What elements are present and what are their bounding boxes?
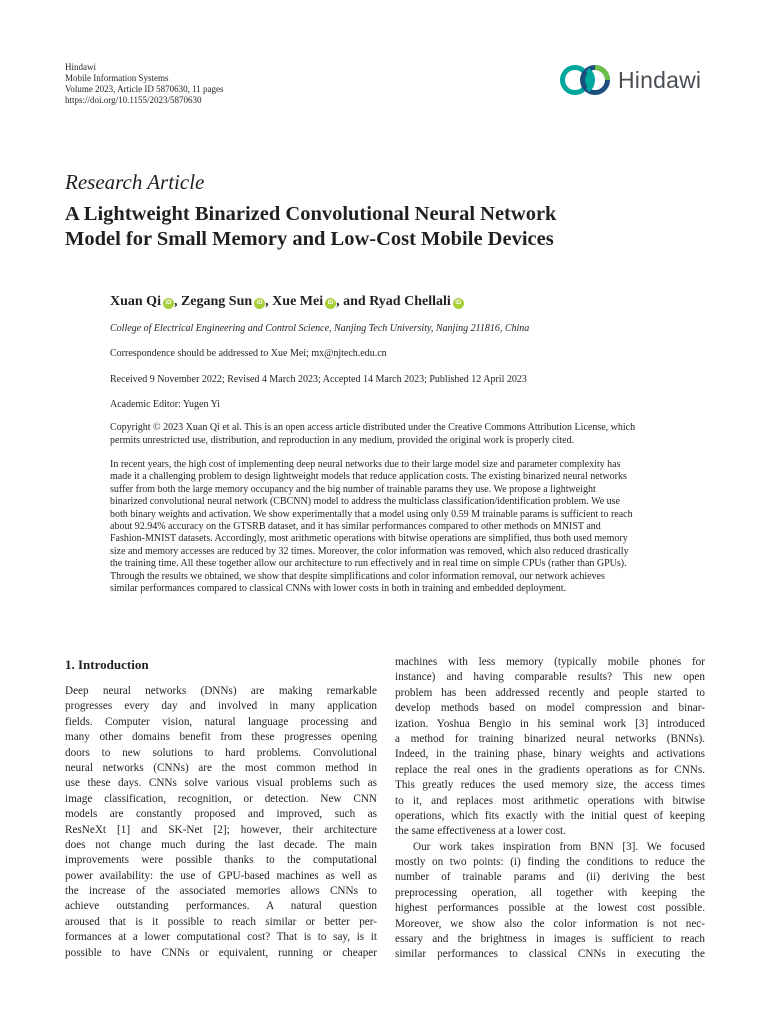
body-line: doors to new solutions to hard problems. Convolutional — [65, 746, 377, 759]
body-line: machines with less memory (typically mobile phones for — [395, 656, 705, 668]
body-line: improvements were possible thanks to the computational — [65, 854, 377, 867]
body-line: aroused that is it possible to reach similar or better per- — [65, 915, 377, 928]
body-line: the same effectiveness at a lower cost. — [395, 825, 566, 838]
abstract-line: In recent years, the high cost of implementing deep neural networks due to their large model size and parameter complexity has — [110, 459, 621, 470]
body-line: progresses every day and involved in many application — [65, 700, 377, 713]
copyright-line: Copyright © 2023 Xuan Qi et al. This is an open access article distributed under the Creative Commons Attribution License, which — [110, 422, 636, 433]
abstract-line: similar performances compared to classical CNNs with lower costs in both in training and embedded deployment. — [110, 583, 566, 595]
orcid-icon[interactable]: iD — [163, 298, 174, 309]
body-line: models are constantly proposed and improved, such as — [65, 808, 377, 821]
body-line: Our work takes inspiration from BNN [3]. We focused — [413, 840, 705, 853]
copyright-notice — [110, 421, 705, 447]
journal-masthead — [65, 62, 223, 106]
publication-dates: Received 9 November 2022; Revised 4 March 2023; Accepted 14 March 2023; Published 12 April 2023 — [110, 374, 527, 385]
article-type: Research Article — [65, 170, 205, 194]
author-name[interactable]: Xue Mei — [272, 294, 324, 309]
abstract-line: the training time. All these together allow our architecture to run effectively and in real time on simple CPUs (rather than GPUs). — [110, 558, 627, 570]
abstract-line: size and memory accesses are reduced by 32 times. Moreover, the color information was removed, which also reduced drastically — [110, 545, 629, 557]
doi-link[interactable]: https://doi.org/10.1155/2023/5870630 — [65, 95, 202, 105]
abstract-line: both binary weights and activation. We show experimentally that a model using only 0.59 M trainable params is sufficient to reach — [110, 508, 633, 520]
body-line: power availability: the use of GPU-based machines as well as — [65, 869, 377, 882]
affiliation: College of Electrical Engineering and Control Science, Nanjing Tech University, Nanjing 211816, China — [110, 323, 530, 334]
body-line: Deep neural networks (DNNs) are making remarkable — [65, 685, 377, 697]
author-name[interactable]: Xuan Qi — [110, 294, 161, 309]
author-separator: , and — [336, 294, 370, 309]
journal-name: Mobile Information Systems — [65, 73, 169, 83]
abstract-line: made it a challenging problem to design lightweight models that reduce application costs. The existing binarized neural networks — [110, 471, 627, 483]
title-line: Model for Small Memory and Low-Cost Mobile Devices — [65, 228, 554, 250]
article-title — [65, 202, 705, 252]
body-line: essary and the brightness in images is sufficient to reach — [395, 933, 705, 946]
body-line: possible to have CNNs or equivalent, running or cheaper — [65, 946, 377, 959]
body-line: use these days. CNNs solve various visual problems such as — [65, 777, 377, 790]
body-line: similar performances to classical CNNs in executing the — [395, 948, 705, 961]
body-line: replace the real ones in the gradients operations as for CNNs. — [395, 763, 705, 776]
orcid-icon[interactable]: iD — [254, 298, 265, 309]
body-line: does not change much during the last decade. The main — [65, 838, 377, 851]
author-separator: , — [265, 294, 273, 309]
abstract-line: about 92.94% accuracy on the GTSRB dataset, and it has similar performances compared to other methods on MNIST and — [110, 521, 601, 533]
body-line: mostly on two points: (i) finding the conditions to reduce the — [395, 856, 705, 869]
body-line: instance) and having comparable results? This new open — [395, 671, 705, 684]
body-line: a method for training binarized neural networks (BNNs). — [395, 732, 705, 745]
abstract-line: Through the results we obtained, we show that despite simplifications and color information removal, our network achieves — [110, 570, 605, 582]
body-line: develop methods based on model compression and binar- — [395, 702, 705, 715]
section-heading: 1. Introduction — [65, 657, 149, 672]
body-line: ResNeXt [1] and SK-Net [2]; however, their architecture — [65, 823, 377, 836]
body-line: formances at a lower computational cost? That is to say, is it — [65, 931, 377, 944]
body-line: to it, and replaces most arithmetic operations with bitwise — [395, 794, 705, 807]
left-column — [65, 684, 377, 961]
abstract-line: binarized convolutional neural network (CBCNN) model to address the multiclass classification/identification problem. We use — [110, 496, 620, 508]
correspondence: Correspondence should be addressed to Xue Mei; mx@njtech.edu.cn — [110, 348, 387, 359]
body-line: image classification, recognition, or detection. New CNN — [65, 792, 377, 805]
body-line: problem has been addressed recently and people started to — [395, 686, 705, 699]
body-line: many other domains benefit from these progresses opening — [65, 731, 377, 744]
body-line: number of trainable params and (ii) deriving the best — [395, 871, 705, 884]
abstract-line: suffer from both the large memory occupancy and the big number of trainable params they use. We propose a lightweight — [110, 483, 596, 495]
body-line: Indeed, in the training phase, binary weights and activations — [395, 748, 705, 761]
author-name[interactable]: Zegang Sun — [180, 294, 253, 309]
hindawi-rings-icon — [558, 64, 614, 96]
orcid-icon[interactable]: iD — [453, 298, 464, 309]
volume-info: Volume 2023, Article ID 5870630, 11 pages — [65, 84, 224, 94]
body-line: preprocessing operation, all together with keeping the — [395, 886, 705, 899]
body-line: Moreover, we show also the color information is not nec- — [395, 917, 705, 930]
title-line: A Lightweight Binarized Convolutional Neural Network — [65, 203, 557, 225]
publisher-name: Hindawi — [65, 62, 96, 72]
body-line: operations, which fits exactly with the initial quest of keeping — [395, 809, 705, 822]
body-line: the increase of the associated memories allows CNNs to — [65, 885, 377, 898]
body-line: highest performances possible at the lowest cost possible. — [395, 902, 705, 915]
body-line: neural networks (CNNs) are the most common method in — [65, 761, 377, 774]
abstract-line: Fashion-MNIST datasets. Accordingly, most arithmetic operations with bitwise operations are simplified, thus both used memory — [110, 533, 628, 545]
abstract — [110, 459, 705, 595]
body-line: achieve outstanding performances. A natural question — [65, 900, 377, 913]
right-column — [395, 655, 705, 963]
body-line: This greatly reduces the used memory size, the access times — [395, 779, 705, 792]
body-line: fields. Computer vision, natural language processing and — [65, 715, 377, 728]
academic-editor: Academic Editor: Yugen Yi — [110, 399, 221, 410]
body-line: ization. Yoshua Bengio in his seminal work [3] introduced — [395, 717, 705, 730]
copyright-line: permits unrestricted use, distribution, and reproduction in any medium, provided the original work is properly cited. — [110, 435, 575, 446]
author-separator: , — [173, 294, 181, 309]
author-name[interactable]: Ryad Chellali — [369, 294, 451, 309]
orcid-icon[interactable]: iD — [325, 298, 336, 309]
author-list — [110, 294, 464, 310]
hindawi-logo — [558, 64, 701, 96]
hindawi-wordmark: Hindawi — [618, 66, 702, 93]
